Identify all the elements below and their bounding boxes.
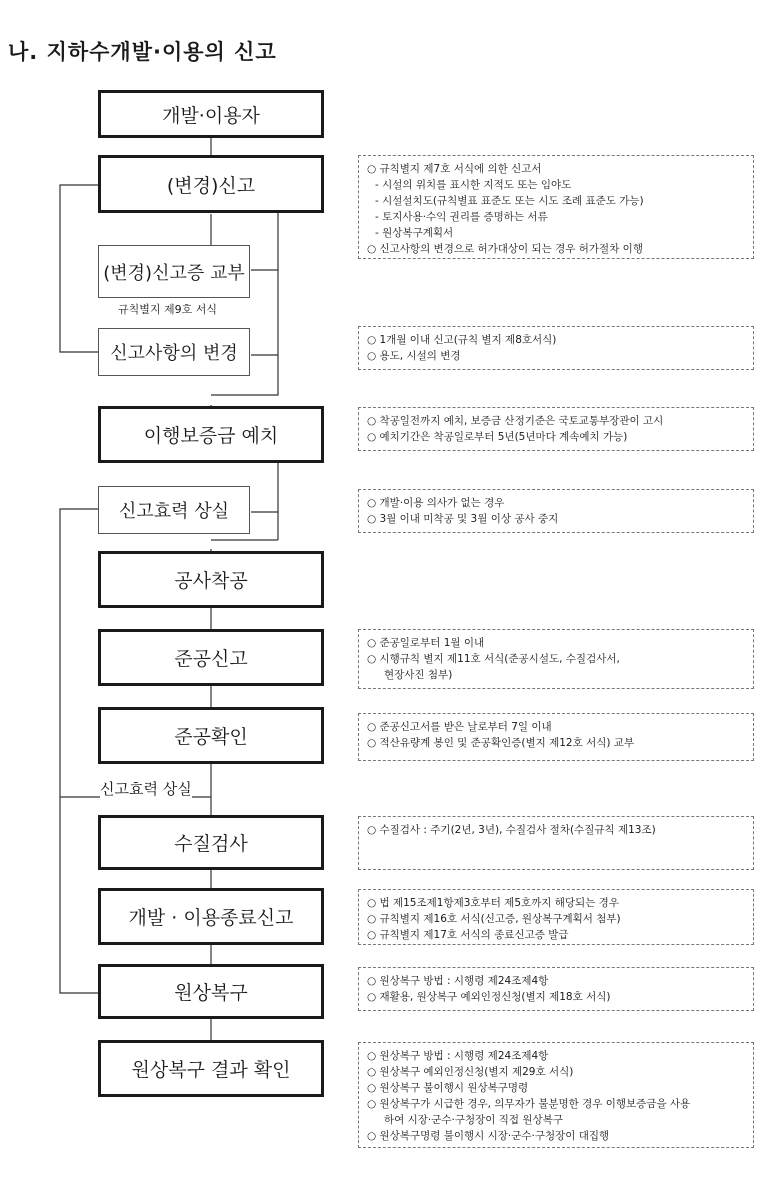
note-line: - 토지사용·수익 권리를 증명하는 서류: [367, 209, 745, 225]
note-line: ○ 착공일전까지 예치, 보증금 산정기준은 국토교통부장관이 고시: [367, 413, 745, 429]
step-developer: 개발·이용자: [98, 90, 324, 138]
certificate-caption: 규칙별지 제9호 서식: [118, 303, 217, 316]
note-line: ○ 개발·이용 의사가 없는 경우: [367, 495, 745, 511]
note-line: ○ 수질검사 : 주기(2년, 3년), 수질검사 절차(수질규칙 제13조): [367, 822, 745, 838]
note-restore-confirm: [358, 1042, 754, 1148]
note-line: ○ 준공일로부터 1월 이내: [367, 635, 745, 651]
note-line: ○ 용도, 시설의 변경: [367, 348, 745, 364]
note-end-report: [358, 889, 754, 945]
note-report: [358, 155, 754, 259]
note-line: ○ 적산유량계 봉인 및 준공확인증(별지 제12호 서식) 교부: [367, 735, 745, 751]
note-line: 현장사진 첨부): [384, 669, 453, 681]
note-loss: [358, 489, 754, 533]
note-completion-confirm: [358, 713, 754, 761]
step-construction: 공사착공: [98, 551, 324, 608]
loss-label: 신고효력 상실: [100, 780, 192, 798]
note-line: 하여 시장·군수·구청장이 직접 원상복구: [384, 1114, 563, 1126]
step-completion-report: 준공신고: [98, 629, 324, 686]
note-line: ○ 재활용, 원상복구 예외인정신청(별지 제18호 서식): [367, 989, 745, 1005]
connector-line: [60, 509, 98, 993]
page-title: 나. 지하수개발·이용의 신고: [8, 40, 277, 64]
note-restore: [358, 967, 754, 1011]
step-loss: 신고효력 상실: [98, 486, 250, 534]
note-line: ○ 시행규칙 별지 제11호 서식(준공시설도, 수질검사서,: [367, 651, 745, 667]
note-line: ○ 원상복구 예외인정신청(별지 제29호 서식): [367, 1064, 745, 1080]
note-water-test: [358, 816, 754, 870]
note-line: ○ 규칙별지 제16호 서식(신고증, 원상복구계획서 첨부): [367, 911, 745, 927]
note-line: ○ 규칙별지 제7호 서식에 의한 신고서: [367, 161, 745, 177]
note-change: [358, 326, 754, 370]
note-line: ○ 원상복구 방법 : 시행령 제24조제4항: [367, 1048, 745, 1064]
note-line: ○ 신고사항의 변경으로 허가대상이 되는 경우 허가절차 이행: [367, 241, 745, 257]
note-line: ○ 준공신고서를 받은 날로부터 7일 이내: [367, 719, 745, 735]
note-line: - 시설의 위치를 표시한 지적도 또는 임야도: [367, 177, 745, 193]
note-line: ○ 법 제15조제1항제3호부터 제5호까지 해당되는 경우: [367, 895, 745, 911]
step-deposit: 이행보증금 예치: [98, 406, 324, 463]
note-line: ○ 원상복구가 시급한 경우, 의무자가 불분명한 경우 이행보증금을 사용: [367, 1096, 745, 1112]
note-line: ○ 3월 이내 미착공 및 3월 이상 공사 중지: [367, 511, 745, 527]
step-restore: 원상복구: [98, 964, 324, 1019]
note-line: ○ 규칙별지 제17호 서식의 종료신고증 발급: [367, 927, 745, 943]
note-completion-report: [358, 629, 754, 689]
note-line: ○ 원상복구 방법 : 시행령 제24조제4항: [367, 973, 745, 989]
step-end-report: 개발 · 이용종료신고: [98, 888, 324, 945]
step-report: (변경)신고: [98, 155, 324, 213]
step-completion-confirm: 준공확인: [98, 707, 324, 764]
note-line: ○ 예치기간은 착공일로부터 5년(5년마다 계속예치 가능): [367, 429, 745, 445]
step-certificate: (변경)신고증 교부: [98, 245, 250, 298]
note-deposit: [358, 407, 754, 451]
note-line: - 원상복구계획서: [367, 225, 745, 241]
note-line: ○ 원상복구명령 불이행시 시장·군수·구청장이 대집행: [367, 1128, 745, 1144]
step-change: 신고사항의 변경: [98, 328, 250, 376]
note-line: - 시설설치도(규칙별표 표준도 또는 시도 조례 표준도 가능): [367, 193, 745, 209]
note-line: ○ 1개월 이내 신고(규칙 별지 제8호서식): [367, 332, 745, 348]
step-water-test: 수질검사: [98, 815, 324, 870]
note-line: ○ 원상복구 불이행시 원상복구명령: [367, 1080, 745, 1096]
step-restore-confirm: 원상복구 결과 확인: [98, 1040, 324, 1097]
